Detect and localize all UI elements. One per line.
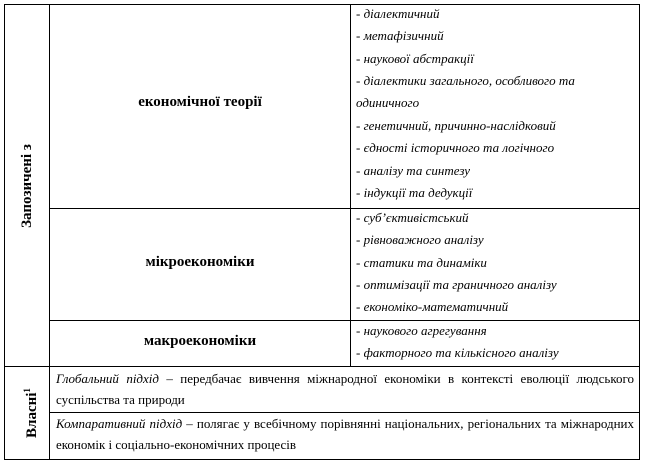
global-approach-description xyxy=(56,368,634,410)
global-approach-term: Глобальний підхід xyxy=(56,371,159,386)
list-item: - наукового агрегування xyxy=(356,323,487,338)
row-divider-1 xyxy=(49,208,639,209)
table-border-bottom xyxy=(4,459,639,460)
borrowed-category-cell xyxy=(5,5,49,366)
header-column-divider xyxy=(350,4,351,366)
list-item: - наукової абстракції xyxy=(356,51,474,66)
comparative-approach-term: Компаративний підхід xyxy=(56,416,183,431)
list-item: - генетичний, причинно-наслідковий xyxy=(356,118,556,133)
table-border-top xyxy=(4,4,639,5)
own-category-label: Власні$^1$ xyxy=(22,388,40,438)
section-header-macroeconomics: макроекономіки xyxy=(143,333,257,349)
list-item: - рівноважного аналізу xyxy=(356,232,484,247)
own-category-cell xyxy=(5,367,49,459)
comparative-approach-text: – полягає у всебічному порівнянні національних, регіональних та міжнародних економік і соціально-економічних процесів xyxy=(56,416,634,452)
list-item: - економіко-математичний xyxy=(356,299,509,314)
borrowed-own-divider xyxy=(4,366,639,367)
list-item: - метафізичний xyxy=(356,28,444,43)
table-border-right xyxy=(639,4,640,460)
list-item: - статики та динаміки xyxy=(356,255,487,270)
list-item: - діалектичний xyxy=(356,6,440,21)
list-item: - аналізу та синтезу xyxy=(356,163,471,178)
row-divider-2 xyxy=(49,320,639,321)
section-header-economic-theory: економічної теорії xyxy=(138,94,262,110)
list-item: - суб’єктивістський xyxy=(356,210,469,225)
section-header-microeconomics: мікроекономіки xyxy=(145,254,255,270)
list-item: - оптимізації та граничного аналізу xyxy=(356,277,557,292)
list-item: - індукції та дедукції xyxy=(356,185,473,200)
list-item: - факторного та кількісного аналізу xyxy=(356,345,559,360)
list-item: - єдності історичного та логічного xyxy=(356,140,555,155)
list-item: - діалектики загального, особливого та xyxy=(356,73,575,88)
own-footnote-marker: 1 xyxy=(22,388,32,393)
category-column-divider xyxy=(49,4,50,460)
comparative-approach-description xyxy=(56,413,634,455)
list-item: одиничного xyxy=(356,95,420,110)
global-approach-text: – передбачає вивчення міжнародної економіки в контексті еволюції людського суспільства та природи xyxy=(56,371,634,407)
borrowed-category-label: Запозичені з xyxy=(19,144,35,228)
